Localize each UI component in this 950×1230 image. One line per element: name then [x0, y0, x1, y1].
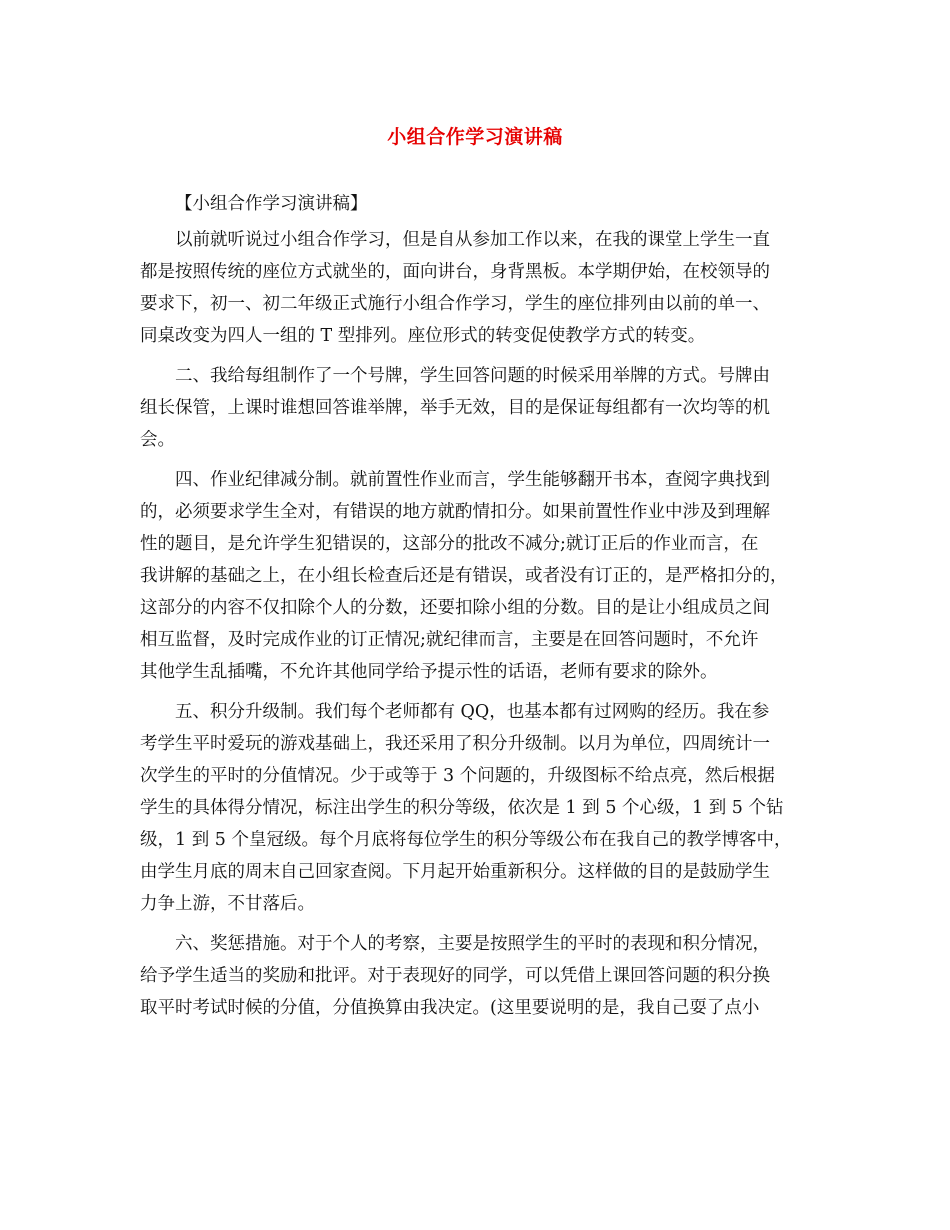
document-heading: 【小组合作学习演讲稿】	[175, 194, 368, 214]
paragraph-line: 级，1 到 5 个皇冠级。每个月底将每位学生的积分等级公布在我自己的教学博客中，	[140, 830, 792, 850]
paragraph-line: 给予学生适当的奖励和批评。对于表现好的同学，可以凭借上课回答问题的积分换	[140, 966, 770, 986]
paragraph-line: 组长保管，上课时谁想回答谁举牌，举手无效，目的是保证每组都有一次均等的机	[140, 398, 770, 418]
paragraph-line: 力争上游，不甘落后。	[140, 894, 315, 914]
paragraph-line: 六、奖惩措施。对于个人的考察，主要是按照学生的平时的表现和积分情况，	[175, 934, 770, 954]
paragraph-line: 学生的具体得分情况，标注出学生的积分等级，依次是 1 到 5 个心级，1 到 5 个钻	[140, 798, 784, 818]
document-title: 小组合作学习演讲稿	[387, 126, 563, 148]
paragraph-line: 的，必须要求学生全对，有错误的地方就酌情扣分。如果前置性作业中涉及到理解	[140, 502, 770, 522]
paragraph	[140, 360, 820, 456]
paragraph	[140, 696, 820, 920]
paragraph	[140, 224, 820, 352]
paragraph-line: 会。	[140, 430, 175, 450]
paragraph-line: 性的题目，是允许学生犯错误的，这部分的批改不减分;就订正后的作业而言，在	[140, 534, 759, 554]
paragraph-line: 次学生的平时的分值情况。少于或等于 3 个问题的，升级图标不给点亮，然后根据	[140, 766, 775, 786]
paragraph-line: 四、作业纪律减分制。就前置性作业而言，学生能够翻开书本，查阅字典找到	[175, 470, 770, 490]
paragraph	[140, 464, 820, 688]
paragraph-line: 五、积分升级制。我们每个老师都有 QQ，也基本都有过网购的经历。我在参	[175, 702, 770, 722]
paragraph-line: 二、我给每组制作了一个号牌，学生回答问题的时候采用举牌的方式。号牌由	[175, 366, 770, 386]
paragraph-line: 以前就听说过小组合作学习，但是自从参加工作以来，在我的课堂上学生一直	[175, 230, 770, 250]
paragraph-line: 考学生平时爱玩的游戏基础上，我还采用了积分升级制。以月为单位，四周统计一	[140, 734, 770, 754]
paragraph-line: 其他学生乱插嘴，不允许其他同学给予提示性的话语，老师有要求的除外。	[140, 662, 718, 682]
paragraph-line: 同桌改变为四人一组的 T 型排列。座位形式的转变促使教学方式的转变。	[140, 326, 706, 346]
paragraph	[140, 928, 820, 1024]
paragraph-line: 这部分的内容不仅扣除个人的分数，还要扣除小组的分数。目的是让小组成员之间	[140, 598, 770, 618]
paragraph-line: 都是按照传统的座位方式就坐的，面向讲台，身背黑板。本学期伊始，在校领导的	[140, 262, 770, 282]
document-body	[140, 188, 820, 1032]
paragraph-line: 相互监督，及时完成作业的订正情况;就纪律而言，主要是在回答问题时，不允许	[140, 630, 759, 650]
paragraph-line: 我讲解的基础之上，在小组长检查后还是有错误，或者没有订正的，是严格扣分的，	[140, 566, 788, 586]
paragraph-line: 由学生月底的周末自己回家查阅。下月起开始重新积分。这样做的目的是鼓励学生	[140, 862, 770, 882]
paragraph-line: 要求下，初一、初二年级正式施行小组合作学习，学生的座位排列由以前的单一、	[140, 294, 770, 314]
paragraph-list	[140, 224, 820, 1024]
paragraph-line: 取平时考试时候的分值，分值换算由我决定。(这里要说明的是，我自己耍了点小	[140, 998, 760, 1018]
